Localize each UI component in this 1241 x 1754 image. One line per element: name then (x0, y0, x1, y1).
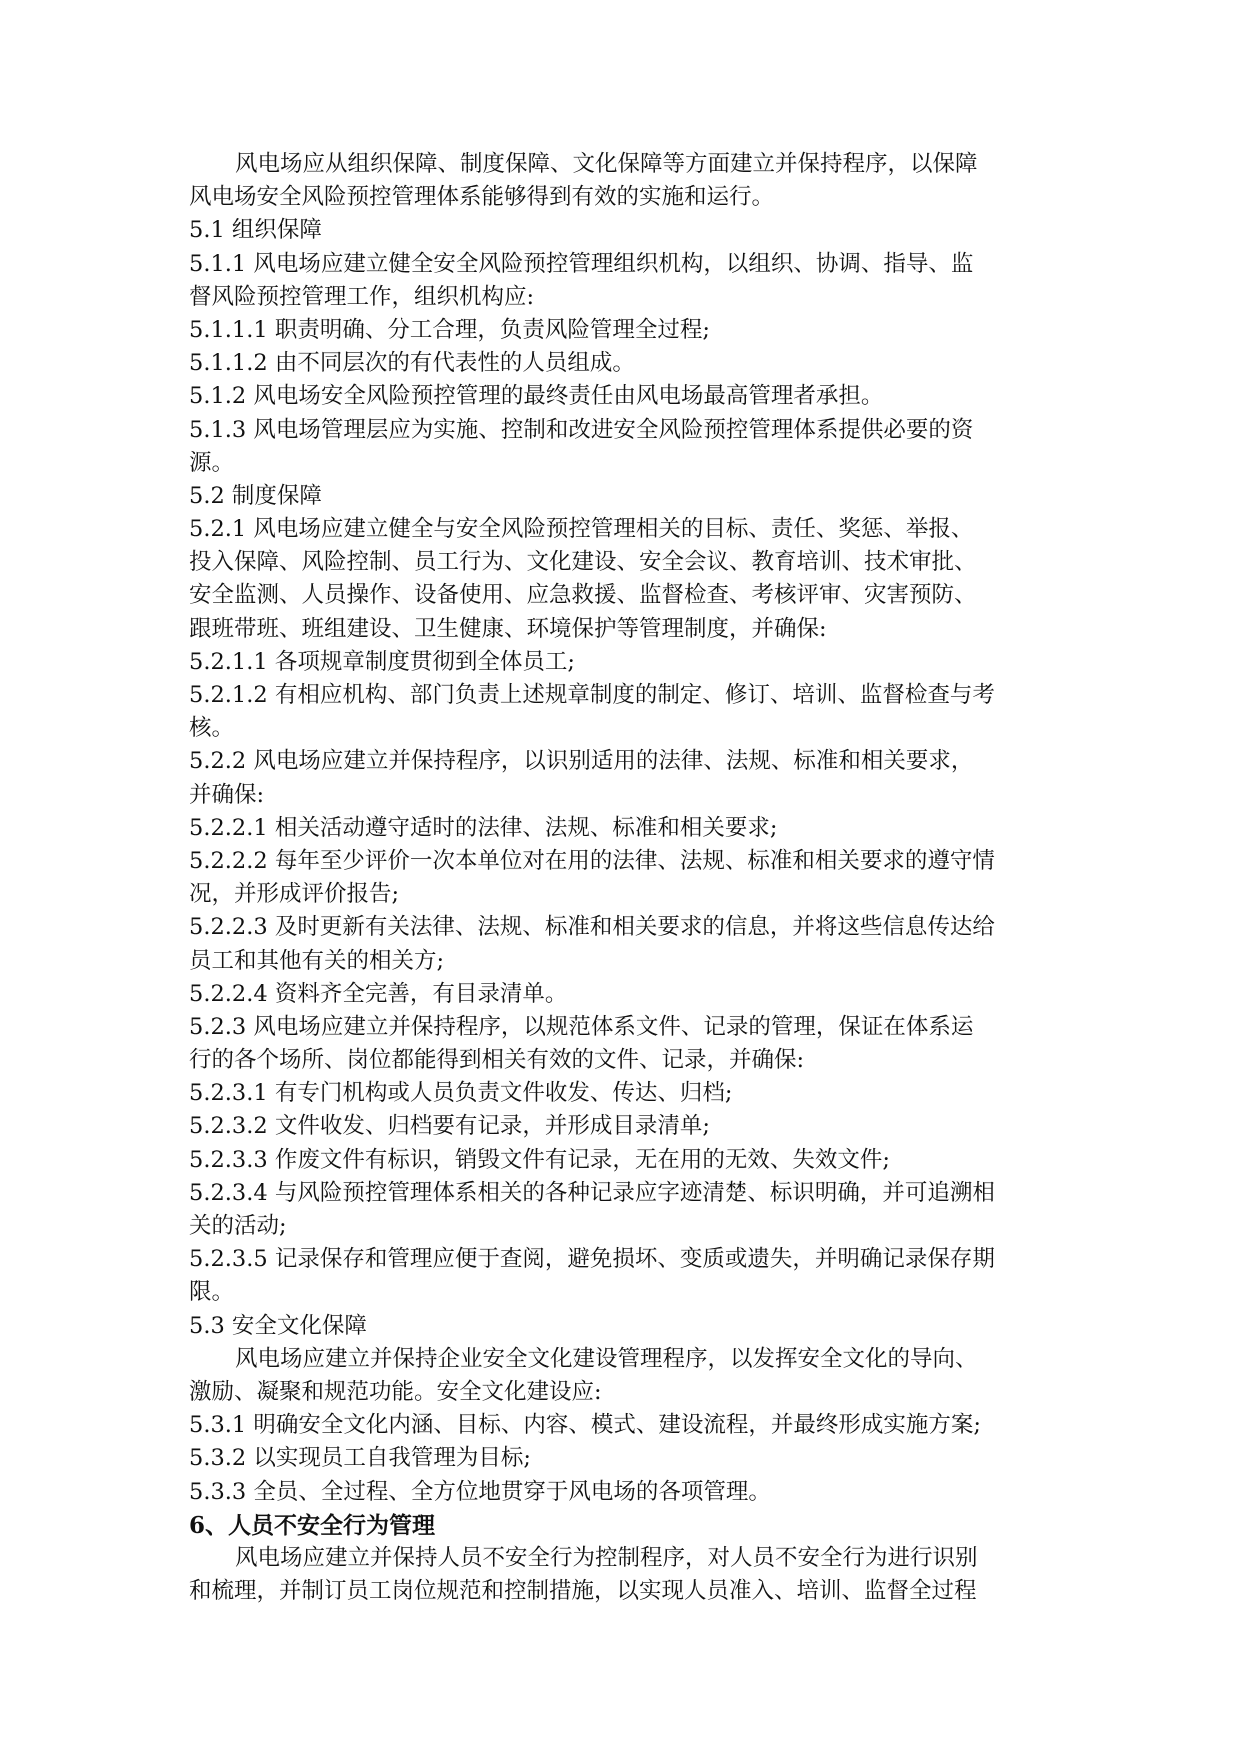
text-line: 5.2.2.3 及时更新有关法律、法规、标准和相关要求的信息，并将这些信息传达给 (189, 914, 995, 941)
text-line: 5.3.3 全员、全过程、全方位地贯穿于风电场的各项管理。 (189, 1478, 771, 1505)
text-line: 风电场应从组织保障、制度保障、文化保障等方面建立并保持程序，以保障 (235, 151, 978, 177)
text-line: 安全监测、人员操作、设备使用、应急救援、监督检查、考核评审、灾害预防、 (189, 582, 977, 609)
text-line: 5.2.1.2 有相应机构、部门负责上述规章制度的制定、修订、培训、监督检查与考 (189, 682, 995, 708)
text-line: 5.3 安全文化保障 (189, 1312, 367, 1339)
text-line: 风电场应建立并保持企业安全文化建设管理程序，以发挥安全文化的导向、 (235, 1345, 978, 1372)
text-line: 5.2.3.4 与风险预控管理体系相关的各种记录应字迹清楚、标识明确，并可追溯相 (189, 1179, 995, 1206)
text-line: 5.1.3 风电场管理层应为实施、控制和改进安全风险预控管理体系提供必要的资 (189, 416, 974, 443)
text-line: 5.2.3.3 作废文件有标识，销毁文件有记录，无在用的无效、失效文件; (189, 1146, 890, 1173)
text-line: 激励、凝聚和规范功能。安全文化建设应: (189, 1378, 602, 1405)
text-line: 源。 (189, 449, 235, 476)
text-line: 5.1.2 风电场安全风险预控管理的最终责任由风电场最高管理者承担。 (189, 383, 884, 410)
text-line: 和梳理，并制订员工岗位规范和控制措施，以实现人员准入、培训、监督全过程 (189, 1578, 977, 1605)
text-line: 核。 (189, 715, 235, 742)
text-line: 员工和其他有关的相关方; (189, 947, 445, 974)
text-line: 行的各个场所、岗位都能得到相关有效的文件、记录，并确保: (189, 1047, 805, 1074)
text-line: 跟班带班、班组建设、卫生健康、环境保护等管理制度，并确保: (189, 615, 827, 642)
text-line: 5.2.1.1 各项规章制度贯彻到全体员工; (189, 648, 575, 675)
text-line: 5.1.1 风电场应建立健全安全风险预控管理组织机构，以组织、协调、指导、监 (189, 250, 974, 277)
text-line: 5.1.1.1 职责明确、分工合理，负责风险管理全过程; (189, 316, 710, 343)
text-line: 5.2.3.5 记录保存和管理应便于查阅，避免损坏、变质或遗失，并明确记录保存期 (189, 1246, 995, 1273)
text-line: 5.1.1.2 由不同层次的有代表性的人员组成。 (189, 350, 635, 377)
text-line: 5.2 制度保障 (189, 482, 322, 509)
text-line: 限。 (189, 1279, 235, 1306)
text-line: 5.2.2.2 每年至少评价一次本单位对在用的法律、法规、标准和相关要求的遵守情 (189, 847, 995, 874)
section-heading: 6、人员不安全行为管理 (189, 1511, 436, 1539)
text-line: 投入保障、风险控制、员工行为、文化建设、安全会议、教育培训、技术审批、 (189, 549, 977, 576)
text-line: 关的活动; (189, 1213, 287, 1239)
text-line: 5.2.1 风电场应建立健全与安全风险预控管理相关的目标、责任、奖惩、举报、 (189, 516, 974, 543)
text-line: 5.2.3.2 文件收发、归档要有记录，并形成目录清单; (189, 1113, 710, 1140)
text-line: 5.3.2 以实现员工自我管理为目标; (189, 1445, 531, 1472)
text-line: 5.1 组织保障 (189, 217, 322, 244)
text-line: 5.2.2.1 相关活动遵守适时的法律、法规、标准和相关要求; (189, 814, 778, 841)
text-line: 况，并形成评价报告; (189, 881, 400, 908)
text-line: 5.3.1 明确安全文化内涵、目标、内容、模式、建设流程，并最终形成实施方案; (189, 1412, 981, 1439)
text-line: 5.2.3.1 有专门机构或人员负责文件收发、传达、归档; (189, 1080, 733, 1107)
text-line: 风电场应建立并保持人员不安全行为控制程序，对人员不安全行为进行识别 (235, 1544, 978, 1571)
document-page (189, 148, 1069, 1608)
text-line: 5.2.2.4 资料齐全完善，有目录清单。 (189, 980, 568, 1007)
text-line: 督风险预控管理工作，组织机构应: (189, 283, 535, 310)
text-line: 风电场安全风险预控管理体系能够得到有效的实施和运行。 (189, 184, 775, 211)
text-line: 5.2.2 风电场应建立并保持程序，以识别适用的法律、法规、标准和相关要求， (189, 748, 974, 775)
text-line: 5.2.3 风电场应建立并保持程序，以规范体系文件、记录的管理，保证在体系运 (189, 1013, 974, 1040)
text-line: 并确保: (189, 781, 265, 808)
